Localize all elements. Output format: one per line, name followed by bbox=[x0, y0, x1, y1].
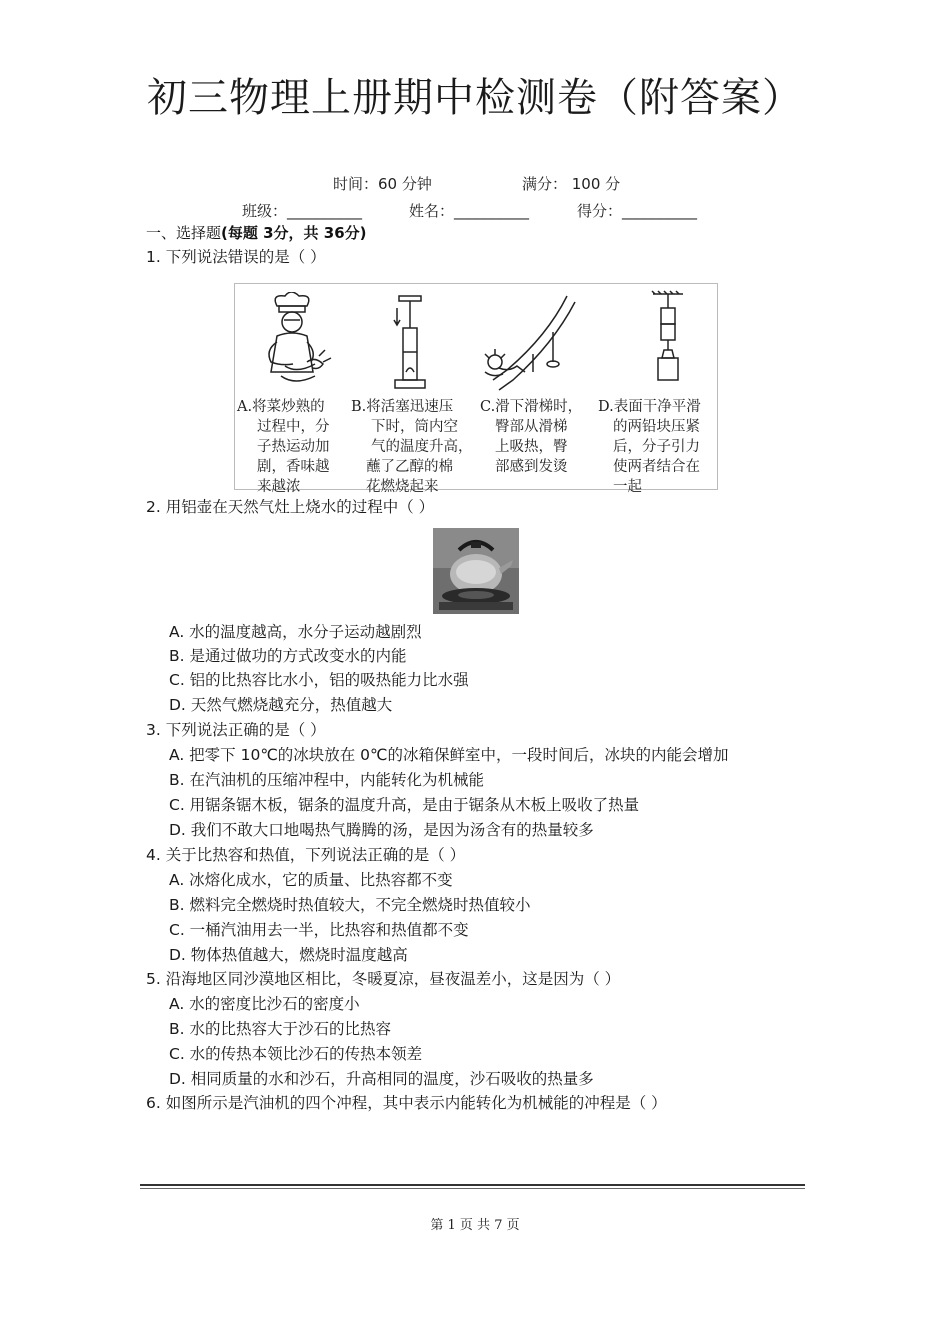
question-3-option-b: B. 在汽油机的压缩冲程中，内能转化为机械能 bbox=[169, 771, 484, 789]
question-4-stem: 4. 关于比热容和热值，下列说法正确的是（ ） bbox=[146, 846, 466, 864]
question-2-stem: 2. 用铝壶在天然气灶上烧水的过程中（ ） bbox=[146, 498, 435, 516]
kettle-on-gas-stove-photo bbox=[433, 528, 519, 614]
exam-full-score: 满分： 100 分 bbox=[522, 175, 621, 193]
question-3-option-d: D. 我们不敢大口地喝热气腾腾的汤，是因为汤含有的热量较多 bbox=[169, 821, 594, 839]
question-2-option-d: D. 天然气燃烧越充分，热值越大 bbox=[169, 696, 393, 714]
question-4-option-c: C. 一桶汽油用去一半，比热容和热值都不变 bbox=[169, 921, 469, 939]
question-6-stem: 6. 如图所示是汽油机的四个冲程，其中表示内能转化为机械能的冲程是（ ） bbox=[146, 1094, 667, 1112]
question-3-option-c: C. 用锯条锯木板，锯条的温度升高，是由于锯条从木板上吸收了热量 bbox=[169, 796, 640, 814]
question-5-option-d: D. 相同质量的水和沙石，升高相同的温度，沙石吸收的热量多 bbox=[169, 1070, 594, 1088]
page-number: 第 1 页 共 7 页 bbox=[430, 1218, 520, 1233]
section-prefix: 一、选择题 bbox=[146, 224, 222, 242]
footer-rule bbox=[140, 1184, 805, 1186]
question-4-option-d: D. 物体热值越大，燃烧时温度越高 bbox=[169, 946, 408, 964]
question-2-option-b: B. 是通过做功的方式改变水的内能 bbox=[169, 647, 407, 665]
chef-cooking-illustration bbox=[255, 292, 335, 394]
child-on-slide-illustration bbox=[481, 292, 577, 394]
question-2-option-a: A. 水的温度越高，水分子运动越剧烈 bbox=[169, 623, 422, 641]
footer-rule-thin bbox=[140, 1188, 805, 1189]
option-c-caption: C.滑下滑梯时， 臀部从滑梯 上吸热，臀 部感到发烫 bbox=[480, 399, 583, 475]
question-3-stem: 3. 下列说法正确的是（ ） bbox=[146, 721, 326, 739]
option-a-caption: A.将菜炒熟的 过程中，分 子热运动加 剧，香味越 来越浓 bbox=[237, 399, 330, 495]
question-2-option-c: C. 铝的比热容比水小，铝的吸热能力比水强 bbox=[169, 671, 469, 689]
exam-time: 时间：60 分钟 bbox=[333, 175, 432, 193]
section-detail: (每题 3分，共 36分) bbox=[221, 224, 367, 242]
lead-blocks-illustration bbox=[643, 290, 693, 394]
fire-syringe-illustration bbox=[385, 294, 435, 396]
name-field: 姓名：__________ bbox=[409, 202, 530, 220]
section-heading bbox=[146, 222, 366, 243]
question-4-option-a: A. 冰熔化成水，它的质量、比热容都不变 bbox=[169, 871, 453, 889]
question-3-option-a: A. 把零下 10℃的冰块放在 0℃的冰箱保鲜室中，一段时间后，冰块的内能会增加 bbox=[169, 746, 729, 764]
question-1-stem: 1. 下列说法错误的是（ ） bbox=[146, 248, 326, 266]
class-field: 班级：__________ bbox=[242, 202, 363, 220]
question-4-option-b: B. 燃料完全燃烧时热值较大，不完全燃烧时热值较小 bbox=[169, 896, 531, 914]
option-b-caption: B.将活塞迅速压 下时，筒内空 气的温度升高， 蘸了乙醇的棉 花燃烧起来 bbox=[351, 399, 473, 495]
question-5-stem: 5. 沿海地区同沙漠地区相比，冬暖夏凉，昼夜温差小，这是因为（ ） bbox=[146, 970, 621, 988]
question-1-figure bbox=[234, 283, 718, 495]
score-field: 得分：__________ bbox=[577, 202, 698, 220]
question-5-option-c: C. 水的传热本领比沙石的传热本领差 bbox=[169, 1045, 423, 1063]
option-d-caption: D.表面干净平滑 的两铅块压紧 后，分子引力 使两者结合在 一起 bbox=[598, 399, 701, 495]
page-title: 初三物理上册期中检测卷（附答案） bbox=[147, 75, 803, 121]
question-5-option-a: A. 水的密度比沙石的密度小 bbox=[169, 995, 360, 1013]
question-5-option-b: B. 水的比热容大于沙石的比热容 bbox=[169, 1020, 391, 1038]
